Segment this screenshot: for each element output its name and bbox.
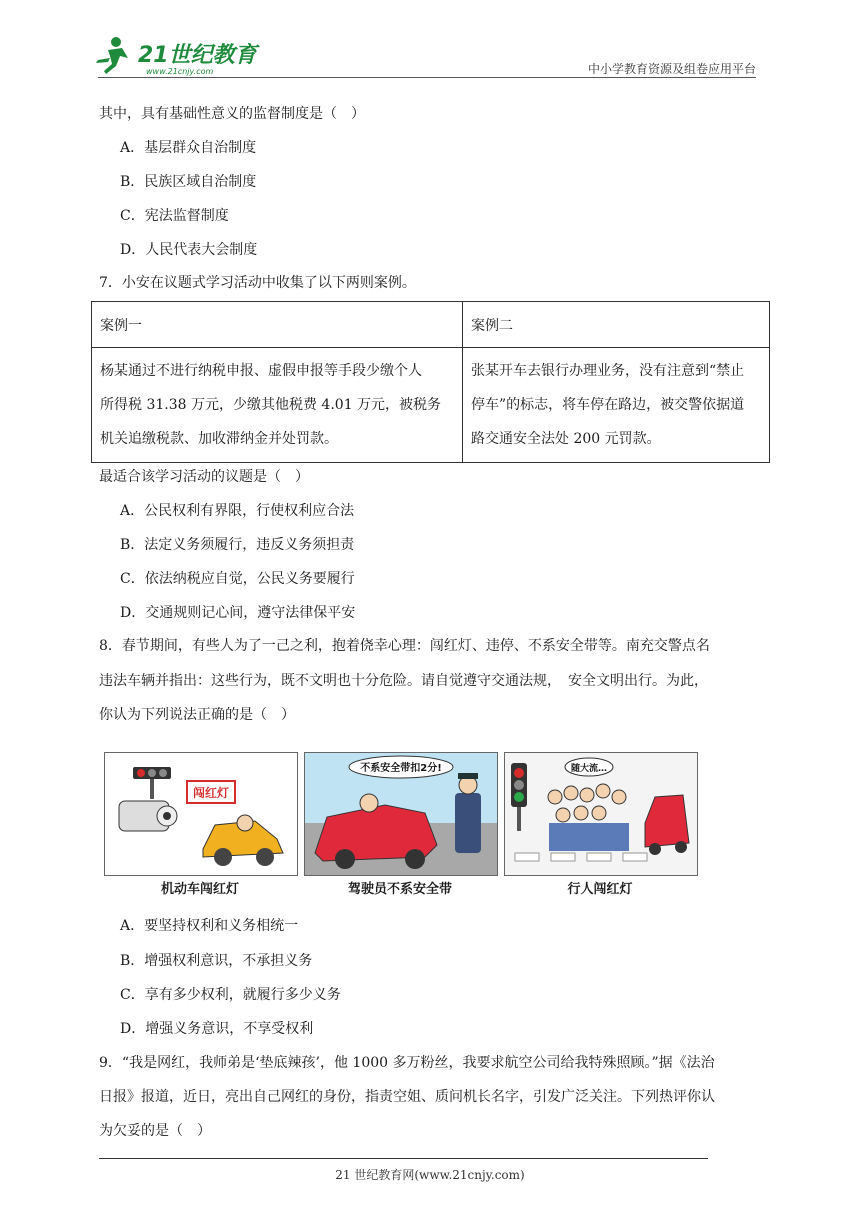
q6-option-d: D．人民代表大会制度 — [120, 242, 258, 258]
q7-option-d: D．交通规则记心间，遵守法律保平安 — [120, 605, 356, 621]
footer-divider — [99, 1158, 708, 1159]
page-header — [0, 0, 860, 80]
case-2-line: 张某开车去银行办理业务，没有注意到“禁止 — [471, 363, 745, 379]
q7-stem: 7．小安在议题式学习活动中收集了以下两则案例。 — [99, 275, 416, 291]
q8-option-a: A．要坚持权利和义务相统一 — [120, 918, 299, 934]
q9-stem-line: 为欠妥的是（ ） — [99, 1123, 211, 1139]
q6-stem: 其中，具有基础性意义的监督制度是（ ） — [99, 106, 365, 122]
q9-stem-line: 日报》报道，近日，亮出自己网红的身份，指责空姐、质问机长名字，引发广泛关注。下列热评你认 — [99, 1089, 715, 1105]
q6-option-c: C．宪法监督制度 — [120, 208, 229, 224]
cartoon-caption-1: 机动车闯红灯 — [160, 882, 239, 897]
case-2-line: 停车”的标志，将车停在路边，被交警依据道 — [471, 397, 745, 413]
q8-stem-line: 违法车辆并指出：这些行为，既不文明也十分危险。请自觉遵守交通法规， 安全文明出行。为此， — [99, 673, 708, 689]
q8-stem-line: 8．春节期间，有些人为了一己之利，抱着侥幸心理：闯红灯、违停、不系安全带等。南充交警点名 — [99, 638, 710, 654]
q9-stem-line: 9．“我是网红，我师弟是‘垫底辣孩’，他 1000 多万粉丝，我要求航空公司给我特殊照顾。”据《法治 — [99, 1055, 715, 1071]
car-red-light-illustration — [105, 753, 297, 875]
cartoon-caption-2: 驾驶员不系安全带 — [347, 882, 452, 897]
case-table-header-1: 案例一 — [92, 302, 463, 348]
site-logo — [94, 34, 264, 78]
q8-option-b: B．增强权利意识，不承担义务 — [120, 953, 313, 969]
case-table — [91, 301, 770, 463]
q8-stem-line: 你认为下列说法正确的是（ ） — [99, 707, 295, 723]
q7-question: 最适合该学习活动的议题是（ ） — [99, 469, 309, 485]
q7-option-a: A．公民权利有界限，行使权利应合法 — [120, 503, 355, 519]
seatbelt-bubble-text: 不系安全带扣2分! — [360, 763, 442, 774]
header-divider — [98, 77, 756, 78]
traffic-cartoons — [104, 752, 696, 902]
logo-url: www.21cnjy.com — [146, 67, 214, 76]
logo-text: 21世纪教育 — [138, 43, 257, 68]
case-1-line: 机关追缴税款、加收滞纳金并处罚款。 — [100, 431, 338, 447]
case-2-cell — [463, 348, 770, 463]
red-light-sign-text: 闯红灯 — [192, 786, 230, 800]
q7-option-c: C．依法纳税应自觉，公民义务要履行 — [120, 571, 355, 587]
platform-name: 中小学教育资源及组卷应用平台 — [587, 62, 756, 76]
case-1-line: 所得税 31.38 万元，少缴其他税费 4.01 万元，被税务 — [100, 397, 442, 413]
q6-option-a: A．基层群众自治制度 — [120, 140, 257, 156]
q8-option-c: C．享有多少权利，就履行多少义务 — [120, 987, 341, 1003]
cartoon-caption-3: 行人闯红灯 — [567, 882, 633, 897]
case-1-line: 杨某通过不进行纳税申报、虚假申报等手段少缴个人 — [100, 363, 422, 379]
q7-option-b: B．法定义务须履行，违反义务须担责 — [120, 537, 355, 553]
no-seatbelt-illustration — [305, 753, 497, 875]
cartoon-panel-red-light-car — [104, 752, 298, 876]
cartoon-panel-pedestrian-red-light — [504, 752, 698, 876]
q8-option-d: D．增强义务意识，不享受权利 — [120, 1021, 314, 1037]
q6-option-b: B．民族区域自治制度 — [120, 174, 257, 190]
case-1-cell — [92, 348, 463, 463]
footer-text: 21 世纪教育网(www.21cnjy.com) — [335, 1168, 525, 1182]
cartoon-panel-no-seatbelt — [304, 752, 498, 876]
pedestrian-red-light-illustration — [505, 753, 697, 875]
case-table-header-2: 案例二 — [463, 302, 770, 348]
follow-crowd-bubble-text: 随大流… — [570, 764, 608, 774]
case-2-line: 路交通安全法处 200 元罚款。 — [471, 431, 661, 447]
